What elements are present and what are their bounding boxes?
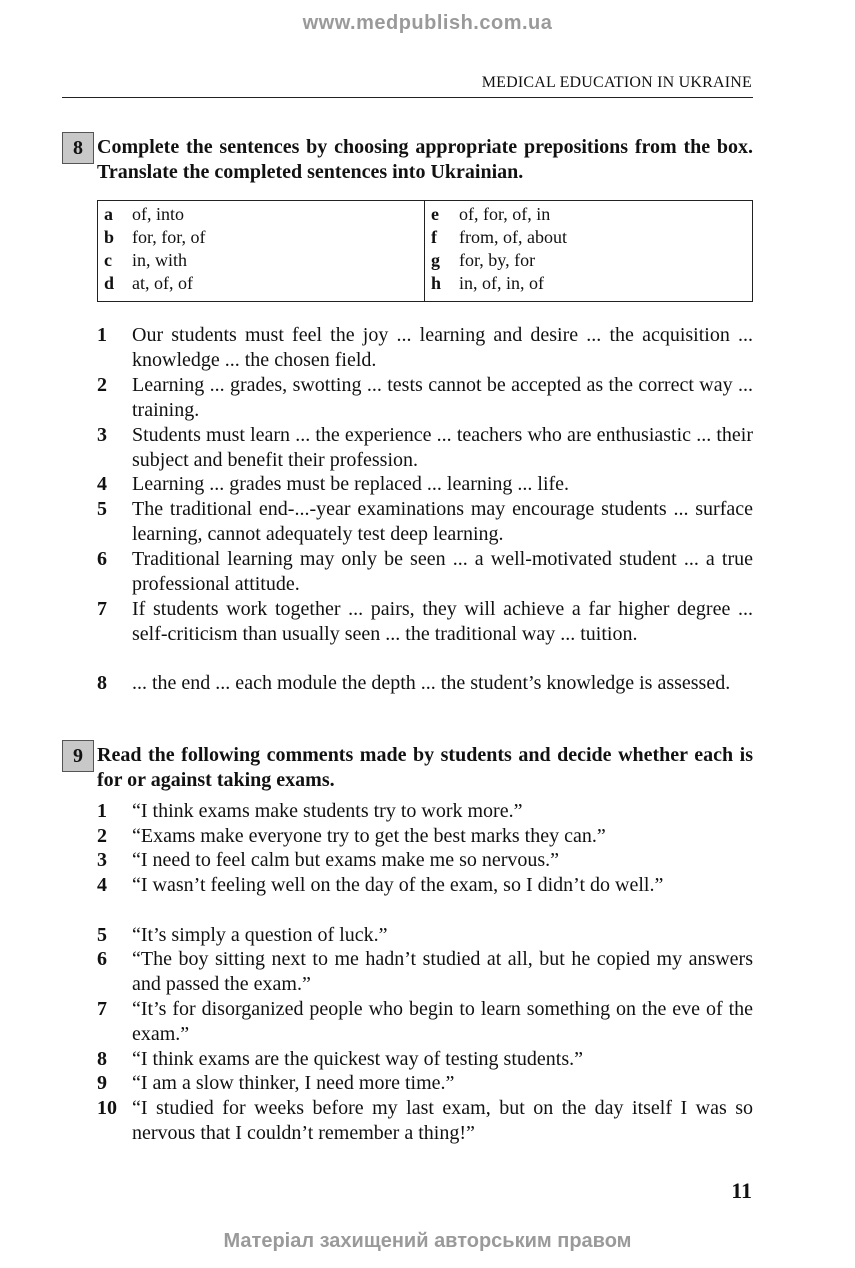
ex9-item: 10 “I studied for weeks before my last exam, but on the day itself I was so nervous that I couldn’t remember a thing!” bbox=[97, 1097, 753, 1144]
prepositions-box bbox=[97, 200, 753, 302]
exercise-9-number: 9 bbox=[62, 740, 94, 772]
ex9-item: 9 “I am a slow thinker, I need more time.” bbox=[97, 1072, 455, 1094]
exercise-8-number: 8 bbox=[62, 132, 94, 164]
ex9-item: 8 “I think exams are the quickest way of testing students.” bbox=[97, 1048, 583, 1070]
ex9-item: 1 “I think exams make students try to work more.” bbox=[97, 800, 523, 822]
watermark-top: www.medpublish.com.ua bbox=[302, 12, 553, 34]
ex8-item: 5 The traditional end-...-year examinations may encourage students ... surface learning, cannot adequately test deep learning. bbox=[97, 498, 753, 545]
ex8-item: 8 ... the end ... each module the depth ... the student’s knowledge is assessed. bbox=[97, 672, 731, 694]
ex8-item: 7 If students work together ... pairs, they will achieve a far higher degree ... self-criticism than usually seen ... the traditional way ... tuition. bbox=[97, 598, 753, 645]
ex8-item: 6 Traditional learning may only be seen ... a well-motivated student ... a true professional attitude. bbox=[97, 548, 753, 595]
option-c: c in, with bbox=[104, 250, 188, 270]
ex8-item: 1 Our students must feel the joy ... learning and desire ... the acquisition ... knowledge ... the chosen field. bbox=[97, 324, 753, 371]
ex9-item: 6 “The boy sitting next to me hadn’t studied at all, but he copied my answers and passed the exam.” bbox=[97, 948, 753, 995]
box-right-column bbox=[425, 201, 752, 301]
ex8-item: 2 Learning ... grades, swotting ... tests cannot be accepted as the correct way ... training. bbox=[97, 374, 753, 421]
ex9-item: 2 “Exams make everyone try to get the best marks they can.” bbox=[97, 825, 606, 847]
option-g: g for, by, for bbox=[431, 250, 536, 270]
exercise-8-instruction: Complete the sentences by choosing appropriate prepositions from the box. Translate the completed sentences into Ukrainian. bbox=[97, 136, 753, 183]
ex9-item: 5 “It’s simply a question of luck.” bbox=[97, 924, 388, 946]
box-left-column bbox=[98, 201, 425, 301]
ex9-item: 4 “I wasn’t feeling well on the day of the exam, so I didn’t do well.” bbox=[97, 874, 664, 896]
option-f: f from, of, about bbox=[431, 227, 567, 247]
ex9-item: 7 “It’s for disorganized people who begin to learn something on the eve of the exam.” bbox=[97, 998, 753, 1045]
header-rule bbox=[62, 97, 753, 98]
ex9-item: 3 “I need to feel calm but exams make me so nervous.” bbox=[97, 849, 560, 871]
option-e: e of, for, of, in bbox=[431, 204, 551, 224]
option-h: h in, of, in, of bbox=[431, 273, 544, 293]
ex8-item: 4 Learning ... grades must be replaced ... learning ... life. bbox=[97, 473, 570, 495]
exercise-9-instruction: Read the following comments made by students and decide whether each is for or against taking exams. bbox=[97, 744, 753, 791]
option-a: a of, into bbox=[104, 204, 184, 224]
running-head: MEDICAL EDUCATION IN UKRAINE bbox=[481, 74, 752, 91]
watermark-bottom: Матеріал захищений авторським правом bbox=[223, 1230, 632, 1252]
option-d: d at, of, of bbox=[104, 273, 193, 293]
option-b: b for, for, of bbox=[104, 227, 206, 247]
page-number: 11 bbox=[731, 1178, 752, 1203]
ex8-item: 3 Students must learn ... the experience ... teachers who are enthusiastic ... their subject and benefit their profession. bbox=[97, 424, 753, 471]
